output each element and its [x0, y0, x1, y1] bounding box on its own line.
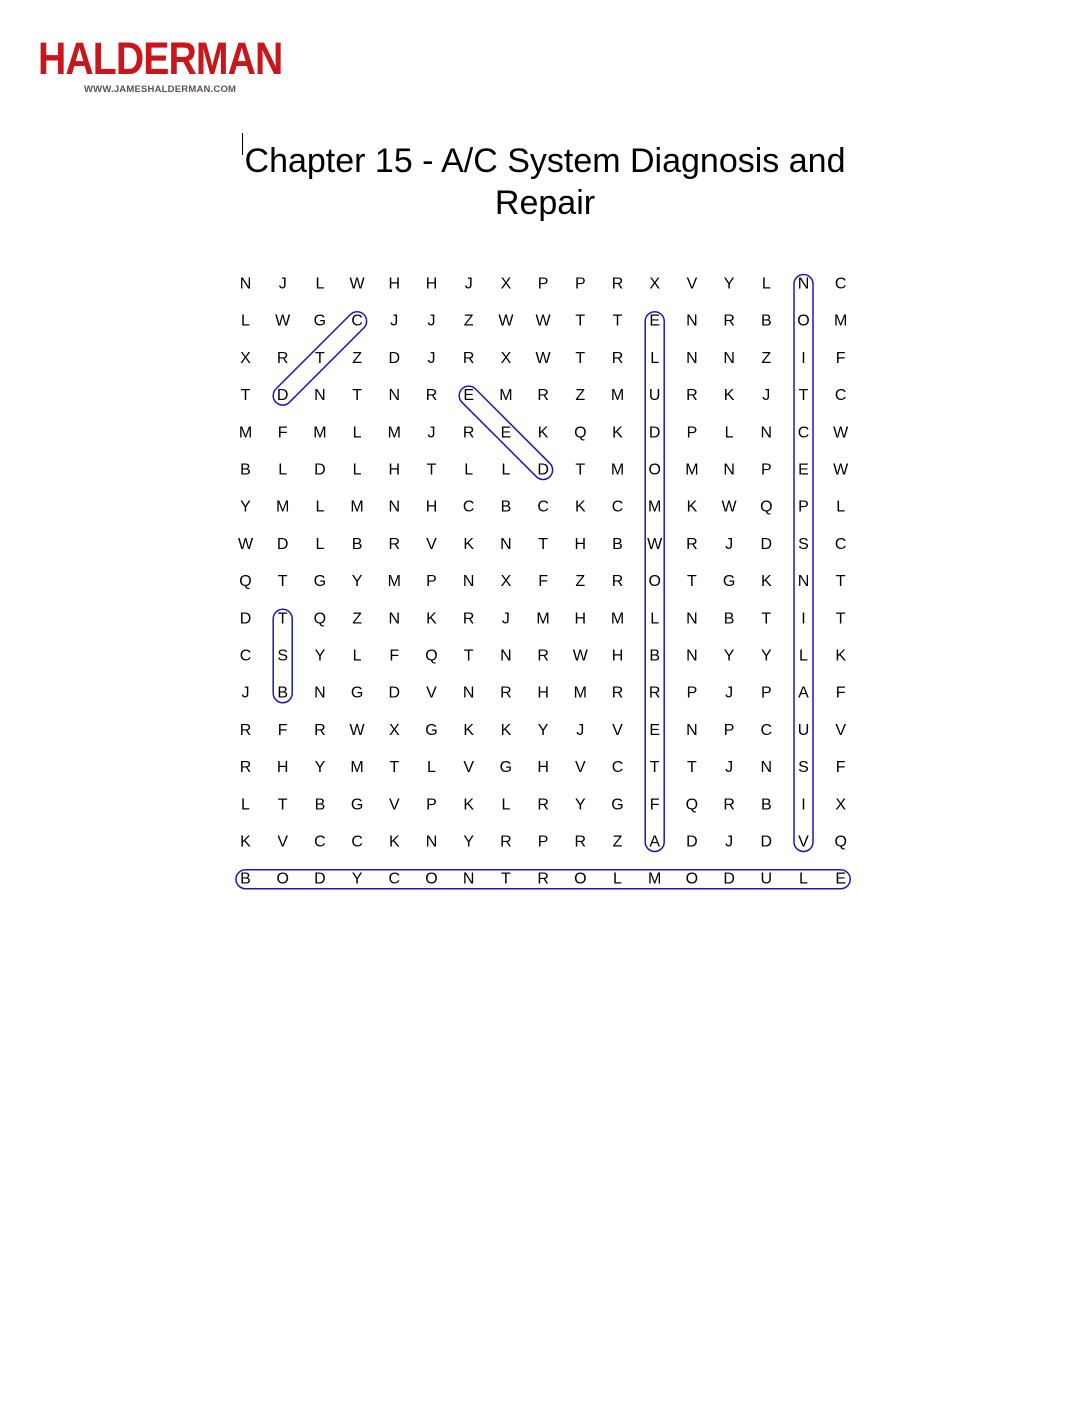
- grid-cell: Q: [425, 647, 438, 665]
- grid-cell: V: [277, 833, 289, 851]
- grid-cell: D: [388, 684, 401, 702]
- grid-cell: N: [686, 349, 698, 367]
- grid-cell: K: [723, 387, 735, 405]
- grid-cell: R: [239, 759, 252, 777]
- grid-cell: C: [537, 498, 549, 516]
- grid-cell: J: [725, 833, 734, 851]
- grid-cell: J: [427, 424, 436, 442]
- grid-cell: T: [277, 796, 288, 814]
- grid-cell: R: [611, 684, 624, 702]
- grid-cell: J: [464, 275, 473, 293]
- grid-cell: T: [501, 870, 511, 888]
- grid-cell: C: [834, 535, 847, 553]
- grid-cell: J: [725, 684, 734, 702]
- grid-cell: C: [611, 498, 624, 516]
- grid-cell: D: [314, 461, 326, 479]
- grid-cell: V: [426, 535, 437, 553]
- grid-cell: T: [277, 573, 288, 591]
- grid-cell: Y: [537, 721, 549, 739]
- grid-cell: B: [277, 684, 289, 702]
- grid-cell: M: [387, 573, 401, 591]
- grid-cell: P: [760, 461, 772, 479]
- grid-cell: F: [277, 721, 288, 739]
- grid-cell: R: [611, 573, 624, 591]
- grid-cell: T: [835, 610, 846, 628]
- grid-cell: B: [240, 461, 251, 479]
- grid-cell: K: [686, 498, 698, 516]
- grid-cell: W: [721, 498, 737, 516]
- grid-cell: Q: [313, 610, 327, 628]
- grid-cell: B: [500, 498, 512, 516]
- grid-cell: D: [276, 387, 289, 405]
- grid-cell: Y: [760, 647, 772, 665]
- grid-cell: M: [499, 387, 513, 405]
- grid-cell: R: [462, 349, 475, 367]
- grid-cell: C: [834, 275, 847, 293]
- grid-cell: P: [686, 424, 698, 442]
- grid-cell: X: [500, 573, 512, 591]
- grid-cell: V: [426, 684, 437, 702]
- grid-cell: N: [686, 721, 698, 739]
- logo-url: WWW.JAMESHALDERMAN.COM: [84, 84, 237, 95]
- grid-cell: C: [314, 833, 326, 851]
- grid-cell: M: [350, 498, 364, 516]
- grid-cell: X: [240, 349, 251, 367]
- grid-cell: R: [648, 684, 661, 702]
- grid-cell: G: [350, 684, 364, 702]
- grid-cell: Y: [314, 647, 326, 665]
- grid-cell: G: [313, 573, 327, 591]
- grid-cell: J: [278, 275, 287, 293]
- grid-cell: K: [612, 424, 623, 442]
- grid-cell: R: [239, 721, 252, 739]
- grid-cell: L: [427, 759, 436, 777]
- grid-cell: V: [463, 759, 475, 777]
- grid-cell: J: [427, 312, 436, 330]
- grid-cell: L: [501, 796, 511, 814]
- grid-cell: P: [426, 796, 437, 814]
- grid-cell: G: [350, 796, 364, 814]
- grid-cell: N: [314, 387, 326, 405]
- grid-cell: W: [647, 535, 663, 553]
- grid-cell: N: [462, 573, 475, 591]
- grid-cell: Q: [574, 424, 587, 442]
- grid-cell: R: [537, 387, 549, 405]
- grid-cell: R: [537, 870, 549, 888]
- grid-cell: O: [648, 573, 661, 591]
- grid-cell: W: [349, 721, 365, 739]
- grid-cell: L: [241, 796, 250, 814]
- grid-cell: X: [388, 721, 400, 739]
- grid-cell: V: [798, 833, 809, 851]
- grid-cell: J: [725, 535, 734, 553]
- grid-cell: W: [498, 312, 514, 330]
- grid-cell: J: [576, 721, 585, 739]
- grid-cell: M: [536, 610, 550, 628]
- grid-cell: R: [462, 424, 475, 442]
- grid-cell: C: [760, 721, 773, 739]
- grid-cell: W: [572, 647, 588, 665]
- grid-cell: M: [573, 684, 587, 702]
- grid-cell: C: [351, 312, 363, 330]
- grid-cell: W: [275, 312, 291, 330]
- grid-cell: T: [687, 573, 697, 591]
- grid-cell: L: [836, 498, 846, 516]
- grid-cell: T: [575, 461, 586, 479]
- grid-cell: G: [425, 721, 438, 739]
- grid-cell: T: [612, 312, 623, 330]
- grid-cell: R: [388, 535, 401, 553]
- grid-cell: Q: [834, 833, 847, 851]
- grid-cell: N: [797, 275, 810, 293]
- grid-cell: V: [612, 721, 623, 739]
- logo-wordmark: HALDERMAN: [38, 33, 283, 84]
- grid-cell: O: [425, 870, 438, 888]
- grid-cell: V: [574, 759, 586, 777]
- grid-cell: K: [835, 647, 847, 665]
- grid-cell: K: [463, 796, 475, 814]
- grid-cell: F: [835, 759, 846, 777]
- grid-cell: N: [314, 684, 326, 702]
- grid-cell: H: [388, 461, 401, 479]
- grid-cell: S: [798, 759, 809, 777]
- grid-cell: R: [500, 684, 512, 702]
- grid-cell: F: [538, 573, 548, 591]
- grid-cell: K: [537, 424, 549, 442]
- grid-cell: D: [686, 833, 698, 851]
- grid-cell: T: [798, 387, 809, 405]
- grid-cell: R: [500, 833, 512, 851]
- grid-cell: D: [723, 870, 735, 888]
- grid-cell: B: [723, 610, 735, 628]
- grid-cell: L: [352, 461, 362, 479]
- grid-cell: J: [427, 349, 436, 367]
- grid-cell: J: [762, 387, 771, 405]
- grid-cell: E: [798, 461, 809, 479]
- grid-cell: O: [797, 312, 810, 330]
- grid-cell: K: [463, 721, 475, 739]
- grid-cell: I: [801, 610, 806, 628]
- grid-cell: P: [686, 684, 698, 702]
- grid-cell: M: [834, 312, 848, 330]
- grid-cell: P: [537, 833, 549, 851]
- grid-cell: W: [237, 535, 254, 553]
- grid-cell: R: [611, 275, 624, 293]
- grid-cell: N: [239, 275, 252, 293]
- grid-cell: D: [388, 349, 401, 367]
- grid-cell: O: [574, 870, 587, 888]
- grid-cell: Z: [612, 833, 623, 851]
- grid-cell: L: [315, 498, 325, 516]
- grid-cell: X: [835, 796, 847, 814]
- grid-cell: H: [537, 759, 549, 777]
- grid-cell: K: [574, 498, 586, 516]
- grid-cell: N: [686, 312, 698, 330]
- grid-cell: R: [723, 796, 735, 814]
- grid-cell: R: [425, 387, 438, 405]
- grid-cell: P: [537, 275, 549, 293]
- grid-cell: D: [760, 535, 773, 553]
- grid-cell: T: [389, 759, 400, 777]
- grid-cell: J: [241, 684, 250, 702]
- grid-cell: K: [500, 721, 512, 739]
- grid-cell: B: [351, 535, 363, 553]
- grid-cell: W: [833, 461, 849, 479]
- grid-cell: T: [575, 312, 586, 330]
- grid-cell: I: [801, 796, 806, 814]
- grid-cell: M: [610, 387, 625, 405]
- grid-cell: C: [351, 833, 363, 851]
- grid-cell: R: [462, 610, 475, 628]
- grid-cell: T: [687, 759, 697, 777]
- grid-cell: G: [722, 573, 736, 591]
- grid-cell: R: [686, 535, 698, 553]
- grid-cell: P: [760, 684, 772, 702]
- grid-cell: N: [723, 461, 735, 479]
- grid-cell: Y: [723, 275, 735, 293]
- grid-cell: K: [240, 833, 251, 851]
- grid-cell: V: [686, 275, 698, 293]
- grid-cell: H: [537, 684, 549, 702]
- grid-cell: L: [613, 870, 622, 888]
- grid-cell: R: [537, 647, 549, 665]
- grid-cell: Y: [240, 498, 251, 516]
- grid-cell: Q: [685, 796, 699, 814]
- title-line-2: Repair: [494, 184, 596, 222]
- grid-cell: N: [500, 535, 512, 553]
- grid-cell: J: [390, 312, 399, 330]
- grid-cell: L: [352, 647, 362, 665]
- grid-cell: F: [835, 684, 846, 702]
- grid-cell: N: [760, 759, 773, 777]
- grid-cell: T: [835, 573, 846, 591]
- grid-cell: N: [388, 387, 401, 405]
- grid-cell: U: [648, 387, 661, 405]
- grid-cell: Z: [352, 610, 362, 628]
- grid-cell: S: [798, 535, 809, 553]
- grid-cell: N: [723, 349, 735, 367]
- grid-cell: O: [276, 870, 289, 888]
- grid-cell: D: [314, 870, 326, 888]
- grid-cell: H: [574, 610, 587, 628]
- grid-cell: B: [649, 647, 661, 665]
- grid-cell: L: [724, 424, 734, 442]
- grid-cell: E: [500, 424, 512, 442]
- grid-cell: L: [650, 610, 660, 628]
- grid-cell: M: [610, 461, 625, 479]
- grid-cell: E: [835, 870, 847, 888]
- grid-cell: E: [463, 387, 475, 405]
- grid-cell: Z: [575, 573, 586, 591]
- grid-cell: N: [425, 833, 438, 851]
- grid-cell: W: [535, 349, 551, 367]
- grid-cell: Q: [760, 498, 773, 516]
- grid-cell: L: [761, 275, 771, 293]
- grid-cell: R: [723, 312, 735, 330]
- grid-cell: A: [649, 833, 661, 851]
- grid-cell: A: [798, 684, 809, 702]
- grid-cell: K: [463, 535, 475, 553]
- grid-cell: T: [426, 461, 437, 479]
- grid-cell: N: [686, 610, 698, 628]
- grid-cell: E: [649, 721, 661, 739]
- grid-cell: L: [799, 870, 808, 888]
- grid-cell: R: [574, 833, 587, 851]
- grid-cell: P: [798, 498, 809, 516]
- grid-cell: L: [464, 461, 474, 479]
- grid-cell: T: [649, 759, 660, 777]
- grid-cell: D: [276, 535, 289, 553]
- grid-cell: T: [575, 349, 586, 367]
- grid-cell: G: [499, 759, 513, 777]
- grid-cell: L: [501, 461, 511, 479]
- grid-cell: K: [388, 833, 400, 851]
- grid-cell: R: [314, 721, 326, 739]
- grid-cell: N: [462, 684, 475, 702]
- grid-cell: H: [611, 647, 624, 665]
- title-line-1: Chapter 15 - A/C System Diagnosis and: [244, 142, 846, 180]
- grid-cell: Z: [575, 387, 586, 405]
- grid-cell: P: [723, 721, 735, 739]
- grid-cell: D: [648, 424, 661, 442]
- grid-cell: K: [426, 610, 437, 628]
- grid-cell: L: [650, 349, 660, 367]
- grid-cell: F: [649, 796, 660, 814]
- grid-cell: G: [611, 796, 624, 814]
- grid-cell: R: [686, 387, 698, 405]
- grid-cell: Y: [314, 759, 326, 777]
- grid-cell: L: [315, 535, 325, 553]
- grid-cell: D: [239, 610, 252, 628]
- grid-cell: H: [276, 759, 289, 777]
- grid-cell: O: [648, 461, 661, 479]
- grid-cell: B: [612, 535, 623, 553]
- grid-cell: Q: [239, 573, 252, 591]
- grid-cell: C: [834, 387, 847, 405]
- grid-cell: N: [760, 424, 773, 442]
- grid-cell: N: [462, 870, 475, 888]
- grid-cell: R: [537, 796, 549, 814]
- grid-cell: M: [238, 424, 253, 442]
- grid-cell: V: [835, 721, 847, 739]
- grid-cell: V: [388, 796, 400, 814]
- grid-cell: D: [537, 461, 549, 479]
- grid-cell: F: [277, 424, 288, 442]
- grid-cell: P: [574, 275, 586, 293]
- grid-cell: F: [835, 349, 846, 367]
- grid-cell: C: [462, 498, 475, 516]
- grid-cell: H: [574, 535, 587, 553]
- grid-cell: L: [278, 461, 288, 479]
- grid-cell: U: [760, 870, 773, 888]
- grid-cell: B: [760, 796, 772, 814]
- grid-cell: T: [761, 610, 772, 628]
- grid-cell: M: [685, 461, 699, 479]
- grid-cell: L: [315, 275, 325, 293]
- grid-cell: T: [463, 647, 474, 665]
- grid-cell: Y: [463, 833, 475, 851]
- grid-cell: Y: [351, 573, 363, 591]
- grid-cell: Y: [723, 647, 735, 665]
- grid-cell: T: [240, 387, 251, 405]
- grid-cell: M: [648, 870, 662, 888]
- grid-cell: G: [313, 312, 327, 330]
- grid-cell: M: [350, 759, 364, 777]
- grid-cell: N: [388, 610, 401, 628]
- grid-cell: T: [315, 349, 325, 367]
- grid-cell: S: [277, 647, 289, 665]
- grid-cell: W: [535, 312, 551, 330]
- grid-cell: T: [538, 535, 548, 553]
- grid-cell: K: [760, 573, 772, 591]
- grid-cell: M: [648, 498, 662, 516]
- grid-cell: C: [797, 424, 810, 442]
- grid-cell: L: [241, 312, 250, 330]
- grid-cell: W: [833, 424, 849, 442]
- grid-cell: N: [797, 573, 810, 591]
- grid-cell: Y: [351, 870, 363, 888]
- grid-cell: Z: [352, 349, 362, 367]
- grid-cell: R: [611, 349, 624, 367]
- grid-cell: M: [313, 424, 327, 442]
- grid-cell: C: [388, 870, 401, 888]
- grid-cell: B: [314, 796, 326, 814]
- grid-cell: Z: [463, 312, 474, 330]
- grid-cell: Z: [761, 349, 772, 367]
- grid-cell: L: [799, 647, 808, 665]
- grid-cell: F: [389, 647, 400, 665]
- grid-cell: T: [277, 610, 288, 628]
- grid-cell: X: [500, 275, 512, 293]
- grid-cell: H: [425, 498, 438, 516]
- grid-cell: C: [611, 759, 624, 777]
- grid-cell: R: [276, 349, 289, 367]
- grid-cell: B: [240, 870, 251, 888]
- grid-cell: X: [500, 349, 512, 367]
- grid-cell: J: [501, 610, 510, 628]
- grid-cell: O: [685, 870, 699, 888]
- grid-letters: [238, 276, 849, 888]
- grid-cell: E: [649, 312, 661, 330]
- grid-cell: N: [388, 498, 401, 516]
- grid-cell: W: [349, 275, 365, 293]
- grid-cell: H: [388, 275, 401, 293]
- grid-cell: I: [801, 349, 806, 367]
- grid-cell: M: [387, 424, 401, 442]
- grid-cell: M: [610, 610, 625, 628]
- grid-cell: P: [426, 573, 437, 591]
- grid-cell: U: [797, 721, 810, 739]
- grid-cell: D: [760, 833, 773, 851]
- grid-cell: N: [686, 647, 698, 665]
- grid-cell: X: [649, 275, 661, 293]
- grid-cell: B: [760, 312, 772, 330]
- grid-cell: J: [725, 759, 734, 777]
- grid-cell: M: [276, 498, 290, 516]
- grid-cell: H: [425, 275, 438, 293]
- grid-cell: T: [352, 387, 362, 405]
- grid-cell: N: [500, 647, 512, 665]
- grid-cell: Y: [574, 796, 586, 814]
- grid-cell: L: [352, 424, 362, 442]
- grid-cell: C: [239, 647, 252, 665]
